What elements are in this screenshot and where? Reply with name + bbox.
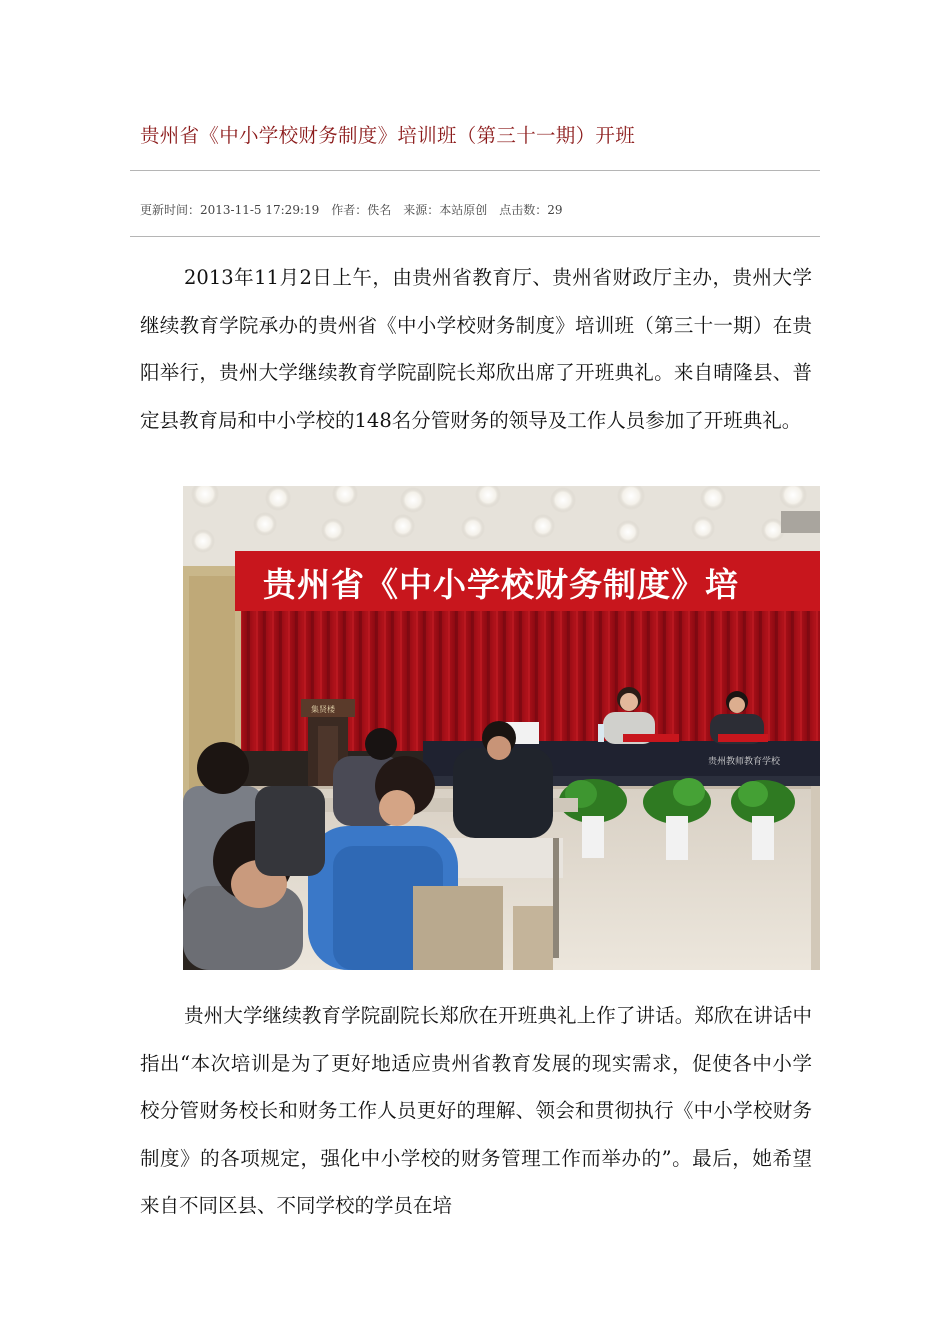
article-meta <box>140 200 575 220</box>
banner-text: 贵州省《中小学校财务制度》培 <box>263 565 739 604</box>
table-sign: 贵州教师教育学校 <box>708 757 781 767</box>
meta-divider <box>130 236 820 237</box>
event-photo <box>183 486 820 970</box>
meta-click-count: 点击数：29 <box>499 203 563 217</box>
paragraph-1-text: 2013年11月2日上午，由贵州省教育厅、贵州省财政厅主办，贵州大学继续教育学院承办的贵州省《中小学校财务制度》培训班（第三十一期）在贵阳举行，贵州大学继续教育学院副院长郑欣出席了开班典礼。来自晴隆县、普定县教育局和中小学校的148名分管财务的领导及工作人员参加了开班典礼。 <box>140 266 812 432</box>
banner <box>235 551 820 611</box>
potted-plants <box>559 778 795 860</box>
article-paragraph-1 <box>140 254 812 444</box>
meta-source: 来源：本站原创 <box>403 203 488 217</box>
meta-author: 作者：佚名 <box>331 203 392 217</box>
paragraph-2-text: 贵州大学继续教育学院副院长郑欣在开班典礼上作了讲话。郑欣在讲话中指出“本次培训是为了更好地适应贵州省教育发展的现实需求，促使各中小学校分管财务校长和财务工作人员更好的理解、领会和贯彻执行《中小学校财务制度》的各项规定，强化中小学校的财务管理工作而举办的”。最后，她希望来自不同区县、不同学校的学员在培 <box>140 1004 812 1217</box>
article-title: 贵州省《中小学校财务制度》培训班（第三十一期）开班 <box>140 124 636 147</box>
podium-sign: 集贤楼 <box>311 705 335 714</box>
title-divider <box>130 170 820 171</box>
meta-updated-time: 更新时间：2013-11-5 17:29:19 <box>140 203 320 217</box>
photo-scene <box>183 486 820 970</box>
article-paragraph-2 <box>140 992 812 1230</box>
